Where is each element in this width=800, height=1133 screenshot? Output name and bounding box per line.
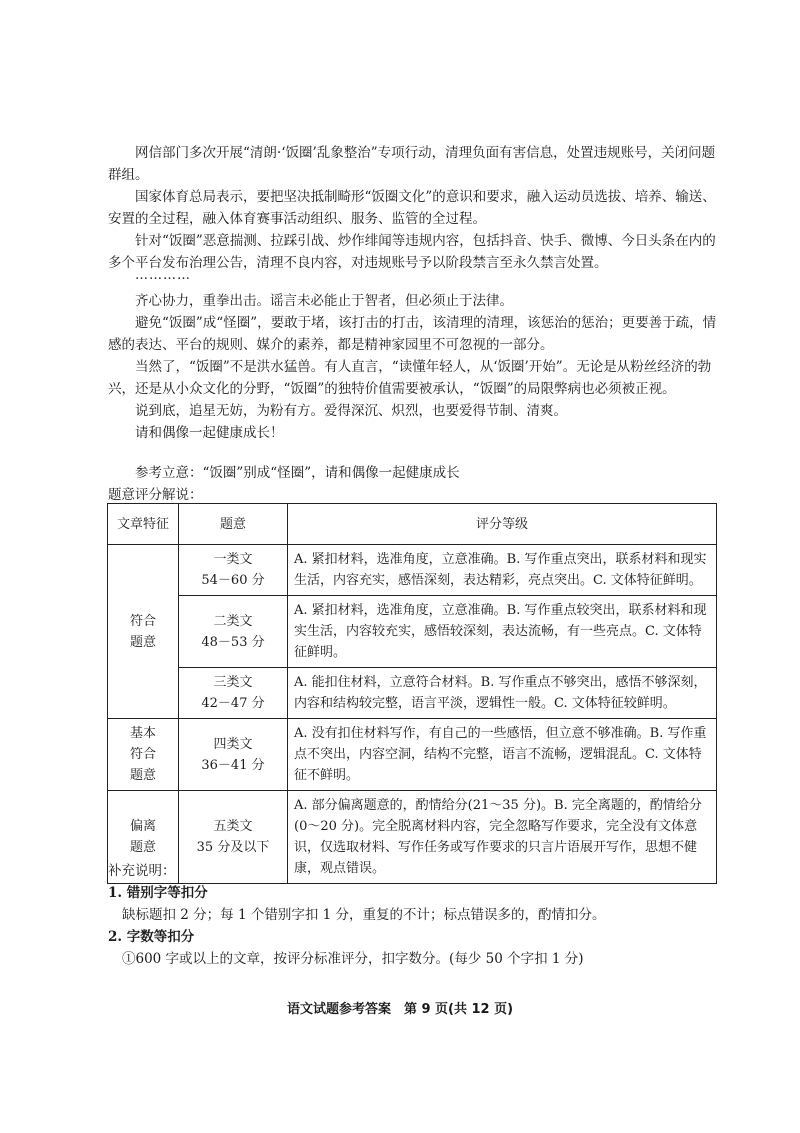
passage-paragraph-3: 针对“饭圈”恶意揣测、拉踩引战、炒作绯闻等违规内容，包括抖音、快手、微博、今日头条在内的多个平台发布治理公告，清理不良内容，对违规账号予以阶段禁言至永久禁言处置。 [108,233,716,271]
page-footer: 语文试题参考答案 第 9 页(共 12 页) [286,1002,514,1017]
supplement-title: 补充说明： [108,863,176,879]
scoring-title: 题意评分解说： [108,487,203,503]
table-row [108,791,717,884]
supplement-item-1-title: 1. 错别字等扣分 [108,885,208,901]
grade-5: 五类文 35 分及以下 [179,791,288,884]
desc-2: A. 紧扣材料，选准角度，立意准确。B. 写作重点较突出，联系材料和现实生活，内容较充实，感悟较深刻，表达流畅，有一些亮点。C. 文体特征鲜明。 [288,596,717,668]
table-header-row [108,504,717,545]
table-row [108,596,717,668]
desc-4: A. 没有扣住材料写作，有自己的一些感悟，但立意不够准确。B. 写作重点不突出，内容空洞，结构不完整，语言不流畅，逻辑混乱。C. 文体特征不鲜明。 [288,719,717,791]
passage-paragraph-4: 齐心协力，重拳出击。谣言未必能止于智者，但必须止于法律。 [135,293,513,309]
grade-1: 一类文 54－60 分 [179,545,288,596]
desc-5: A. 部分偏离题意的，酌情给分(21～35 分)。B. 完全离题的，酌情给分(0～20 分)。完全脱离材料内容，完全忽略写作要求，完全没有文体意识，仅选取材料、写作任务或写作要求的只言片语展开写作，思想不健康，观点错误。 [288,791,717,884]
grade-3: 三类文 42－47 分 [179,668,288,719]
desc-1: A. 紧扣材料，选准角度，立意准确。B. 写作重点突出，联系材料和现实生活，内容充实，感悟深刻，表达精彩，亮点突出。C. 文体特征鲜明。 [288,545,717,596]
desc-3: A. 能扣住材料，立意符合材料。B. 写作重点不够突出，感悟不够深刻，内容和结构较完整，语言平淡，逻辑性一般。C. 文体特征较鲜明。 [288,668,717,719]
passage-paragraph-8: 请和偶像一起健康成长！ [135,425,284,441]
group-fit: 符合 题意 [108,545,179,719]
group-off: 偏离 题意 [108,791,179,884]
passage-paragraph-1: 网信部门多次开展“清朗·‘饭圈’乱象整治”专项行动，清理负面有害信息，处置违规账号，关闭问题群组。 [108,145,716,183]
passage-paragraph-6: 当然了，“饭圈”不是洪水猛兽。有人直言，“读懂年轻人，从‘饭圈’开始”。无论是从粉丝经济的勃兴，还是从小众文化的分野，“饭圈”的独特价值需要被承认，“饭圈”的局限弊病也必须被正视。 [108,359,712,397]
header-feature: 文章特征 [108,504,179,545]
passage-paragraph-2: 国家体育总局表示，要把坚决抵制畸形“饭圈文化”的意识和要求，融入运动员选拔、培养、输送、安置的全过程，融入体育赛事活动组织、服务、监管的全过程。 [108,189,716,227]
header-intent: 题意 [179,504,288,545]
ellipsis-divider: ………… [135,268,191,283]
supplement-item-2-text: ①600 字或以上的文章，按评分标准评分，扣字数分。(每少 50 个字扣 1 分) [122,951,584,967]
grade-2: 二类文 48－53 分 [179,596,288,668]
table-row [108,668,717,719]
table-row [108,545,717,596]
grade-4: 四类文 36－41 分 [179,719,288,791]
scoring-table [107,503,717,884]
supplement-item-1-text: 缺标题扣 2 分；每 1 个错别字扣 1 分，重复的不计；标点错误多的，酌情扣分。 [122,907,606,923]
reference-intent: 参考立意：“饭圈”别成“怪圈”，请和偶像一起健康成长 [135,465,460,481]
table-row [108,719,717,791]
header-level: 评分等级 [288,504,717,545]
group-basic: 基本 符合 题意 [108,719,179,791]
supplement-item-2-title: 2. 字数等扣分 [108,929,195,945]
passage-paragraph-5: 避免“饭圈”成“怪圈”，要敢于堵，该打击的打击，该清理的清理，该惩治的惩治；更要善于疏，情感的表达、平台的规则、媒介的素养，都是精神家园里不可忽视的一部分。 [108,315,717,353]
passage-paragraph-7: 说到底，追星无妨，为粉有方。爱得深沉、炽烈，也要爱得节制、清爽。 [135,403,567,419]
